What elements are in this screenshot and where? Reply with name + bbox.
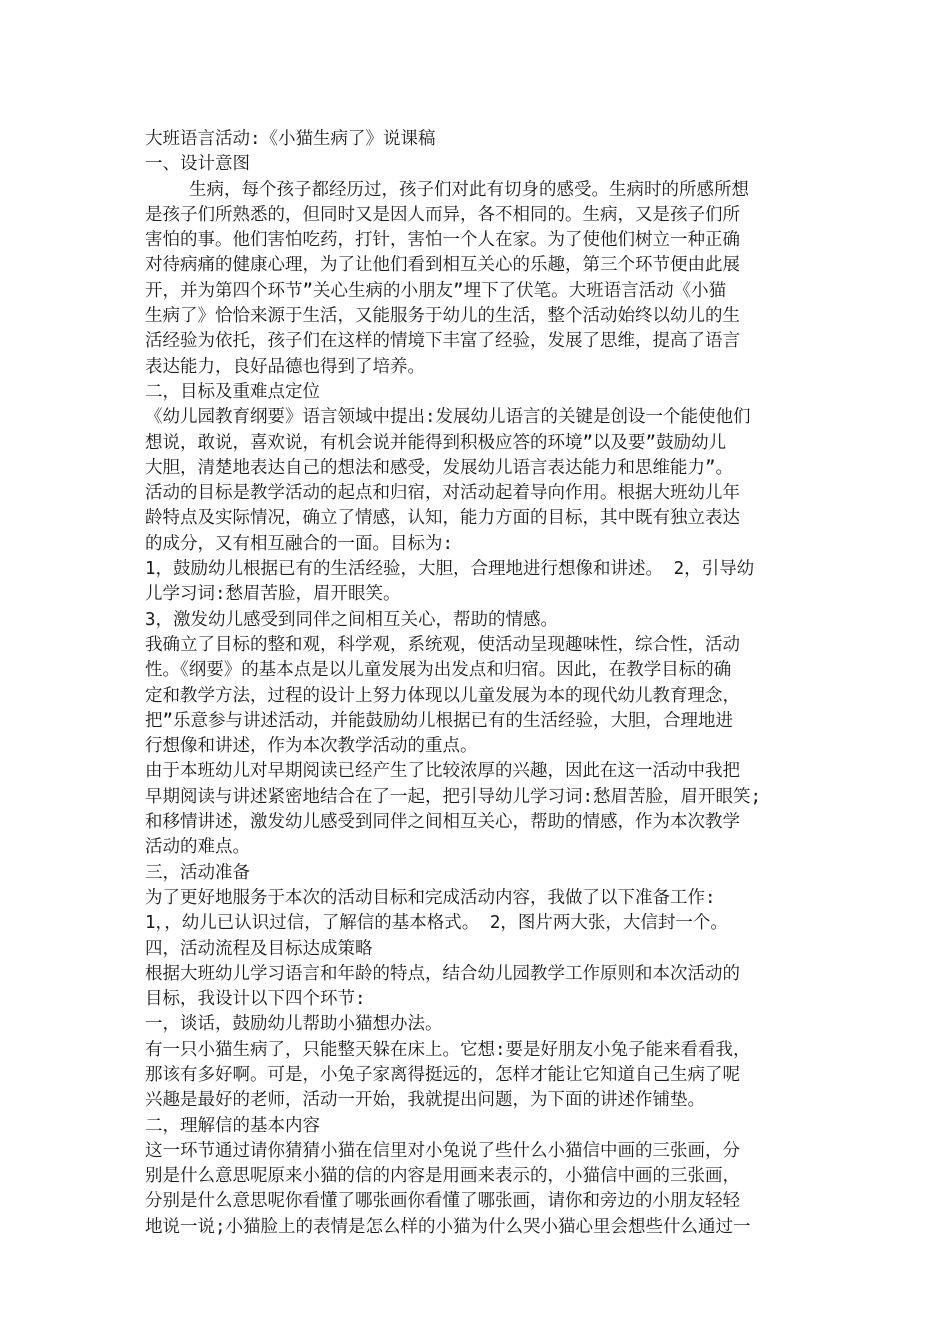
text-line: 活动的难点。 [145,837,250,858]
text-line: 大班语言活动:《小猫生病了》说课稿 [145,129,436,149]
text-line: 四，活动流程及目标达成策略 [145,938,373,959]
text-line: 有一只小猫生病了，只能整天躲在床上。它想:要是好朋友小兔子能来看看我， [145,1039,751,1060]
text-line: 三，活动准备 [145,862,250,883]
text-line: 活经验为依托，孩子们在这样的情境下丰富了经验，发展了思维，提高了语言 [145,331,740,352]
text-line: 目标，我设计以下四个环节: [145,989,366,1010]
text-line: 是孩子们所熟悉的，但同时又是因人而异，各不相同的。生病，又是孩子们所 [145,204,740,225]
text-line: 早期阅读与讲述紧密地结合在了一起，把引导幼儿学习词:愁眉苦脸，眉开眼笑; [145,786,762,807]
text-line: 儿学习词:愁眉苦脸，眉开眼笑。 [145,584,401,605]
text-line: 表达能力，良好品德也得到了培养。 [145,356,425,377]
text-line: 定和教学方法，过程的设计上努力体现以儿童发展为本的现代幼儿教育理念， [145,685,740,706]
text-line: 分别是什么意思呢你看懂了哪张画你看懂了哪张画，请你和旁边的小朋友轻轻 [145,1191,740,1212]
text-line: 《幼儿园教育纲要》语言领域中提出:发展幼儿语言的关键是创设一个能使他们 [145,407,751,428]
text-line: 大胆，清楚地表达自己的想法和感受，发展幼儿语言表达能力和思维能力”。 [145,457,734,478]
text-line: 的成分，又有相互融合的一面。目标为: [145,533,454,554]
text-line: 由于本班幼儿对早期阅读已经产生了比较浓厚的兴趣，因此在这一活动中我把 [145,761,740,782]
text-line: 性。《纲要》的基本点是以儿童发展为出发点和归宿。因此，在教学目标的确 [145,660,732,681]
text-line: 行想像和讲述，作为本次教学活动的重点。 [145,736,478,757]
text-line: 生病，每个孩子都经历过，孩子们对此有切身的感受。生病时的所感所想 [189,179,749,200]
text-line: 兴趣是最好的老师，活动一开始，我就提出问题，为下面的讲述作铺垫。 [145,1090,705,1111]
text-line: 为了更好地服务于本次的活动目标和完成活动内容，我做了以下准备工作: [145,887,716,908]
text-line: 1，鼓励幼儿根据已有的生活经验，大胆，合理地进行想像和讲述。 2，引导幼 [145,559,755,580]
text-line: 害怕的事。他们害怕吃药，打针，害怕一个人在家。为了使他们树立一种正确 [145,230,740,251]
text-line: 一、设计意图 [145,154,250,175]
text-line: 那该有多好啊。可是，小兔子家离得挺远的，怎样才能让它知道自己生病了呢 [145,1064,740,1085]
text-line: 一，谈话，鼓励幼儿帮助小猫想办法。 [145,1014,443,1035]
text-line: 别是什么意思呢原来小猫的信的内容是用画来表示的，小猫信中画的三张画， [145,1166,740,1187]
text-line: 开，并为第四个环节”关心生病的小朋友”埋下了伏笔。大班语言活动《小猫 [145,280,727,301]
text-line: 二，目标及重难点定位 [145,381,320,402]
text-line: 地说一说;小猫脸上的表情是怎么样的小猫为什么哭小猫心里会想些什么通过一 [145,1216,751,1237]
text-line: 二，理解信的基本内容 [145,1115,320,1136]
text-line: 这一环节通过请你猜猜小猫在信里对小兔说了些什么小猫信中画的三张画，分 [145,1140,740,1161]
text-line: 3，激发幼儿感受到同伴之间相互关心，帮助的情感。 [145,609,559,630]
text-line: 根据大班幼儿学习语言和年龄的特点，结合幼儿园教学工作原则和本次活动的 [145,963,740,984]
document-page [145,127,815,1240]
text-line: 活动的目标是教学活动的起点和归宿，对活动起着导向作用。根据大班幼儿年 [145,483,740,504]
text-line: 和移情讲述，激发幼儿感受到同伴之间相互关心，帮助的情感，作为本次教学 [145,812,740,833]
text-line: 把”乐意参与讲述活动，并能鼓励幼儿根据已有的生活经验，大胆，合理地进 [145,710,734,731]
text-line: 1，，幼儿已认识过信，了解信的基本格式。 2，图片两大张，大信封一个。 [145,913,728,934]
text-line: 我确立了目标的整和观，科学观，系统观，使活动呈现趣味性，综合性，活动 [145,634,740,655]
text-line: 对待病痛的健康心理，为了让他们看到相互关心的乐趣，第三个环节便由此展 [145,255,740,276]
text-line: 生病了》恰恰来源于生活，又能服务于幼儿的生活，整个活动始终以幼儿的生 [145,306,740,327]
text-line: 想说，敢说，喜欢说，有机会说并能得到积极应答的环境”以及要”鼓励幼儿 [145,432,727,453]
text-line: 龄特点及实际情况，确立了情感，认知，能力方面的目标，其中既有独立表达 [145,508,740,529]
